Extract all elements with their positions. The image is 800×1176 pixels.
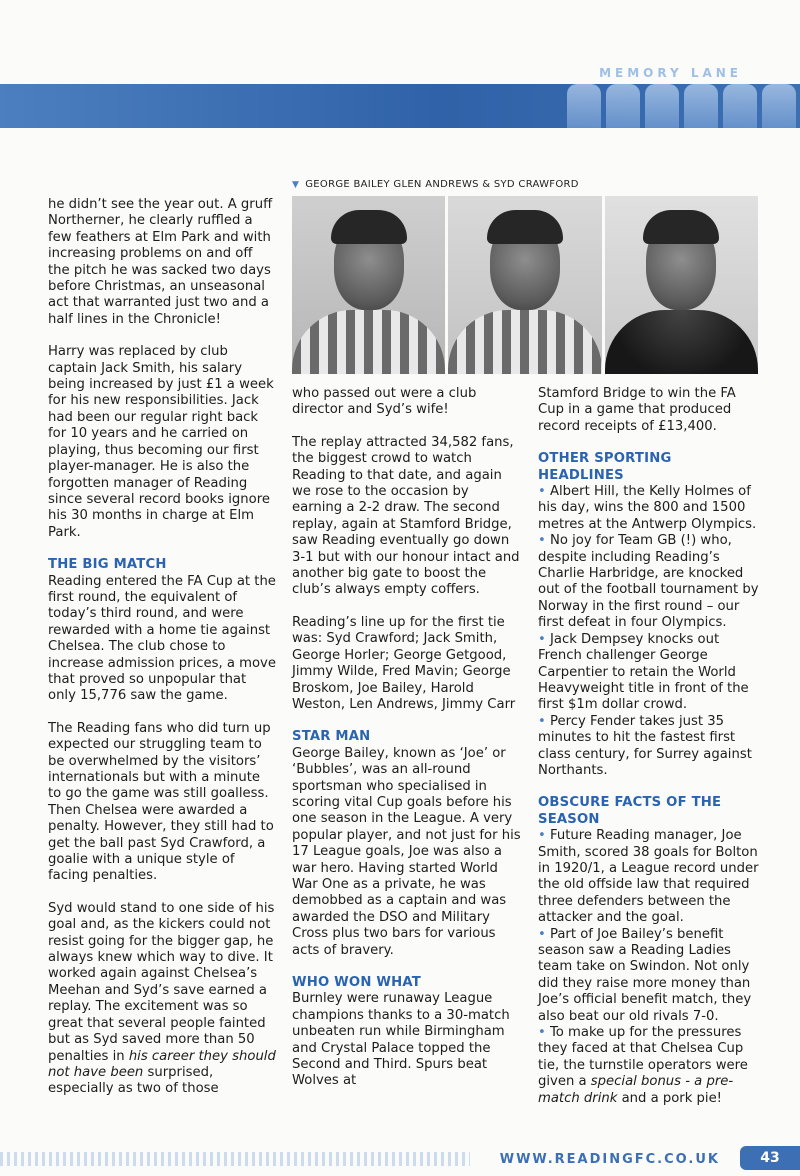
bullet-item: • Percy Fender takes just 35 minutes to hit the fastest first class century, for Surrey against Northants. [538, 714, 760, 780]
paragraph: The Reading fans who did turn up expected our struggling team to be overwhelmed by the visitors’ internationals but with a minute to go the game was still goalless. Then Chelsea were awarded a penalty. However, they still had to get the ball past Syd Crawford, a goalie with a unique style of facing penalties. [48, 720, 274, 884]
bullet-item: • Albert Hill, the Kelly Holmes of his day, wins the 800 and 1500 metres at the Antwerp Olympics. [538, 484, 760, 533]
photo-strip [292, 196, 758, 374]
article-column-2 [292, 386, 522, 1106]
footer-url: WWW.READINGFC.CO.UK [499, 1152, 720, 1167]
footer-dot-strip [0, 1152, 470, 1166]
paragraph: The replay attracted 34,582 fans, the biggest crowd to watch Reading to that date, and again we rose to the occasion by earning a 2-2 draw. The second replay, again at Stamford Bridge, saw Reading eventually go down 3-1 but with our honour intact and another big gate to boost the club’s always empty coffers. [292, 434, 520, 598]
article-column-1 [48, 197, 276, 1114]
heading-who-won-what: WHO WON WHAT [292, 975, 421, 990]
italic-text: his career they should not have been [48, 1048, 276, 1080]
player-portrait-1 [292, 196, 445, 374]
text: surprised, especially as two of those [48, 1064, 219, 1097]
section-title: MEMORY LANE [599, 66, 742, 80]
bullet-item: • Jack Dempsey knocks out French challenger George Carpentier to retain the World Heavyweight title in front of the first $1m dollar crowd. [538, 632, 760, 714]
heading-other-sporting-headlines: OTHER SPORTING HEADLINES [538, 451, 672, 483]
caption-arrow-icon: ▼ [292, 180, 300, 190]
bullet-item: • Part of Joe Bailey’s benefit season saw a Reading Ladies team take on Swindon. Not only did they raise more money than Joe’s official benefit match, they also beat our old rivals 7-0. [538, 927, 760, 1025]
player-portrait-3 [605, 196, 758, 374]
article-column-3 [538, 386, 760, 1107]
italic-text: special bonus - a pre-match drink [538, 1074, 734, 1106]
paragraph: Harry was replaced by club captain Jack Smith, his salary being increased by just £1 a week for his new responsibilities. Jack had been our regular right back for 10 years and he carried on playing, thus becoming our first player-manager. He is also the forgotten manager of Reading since several record books ignore his 30 months in charge at Elm Park. [48, 344, 274, 540]
caption-text: GEORGE BAILEY GLEN ANDREWS & SYD CRAWFORD [305, 179, 579, 190]
paragraph: Reading entered the FA Cup at the first round, the equivalent of today’s third round, and were rewarded with a home tie against Chelsea. The club chose to increase admission prices, a move that proved so unpopular that only 15,776 saw the game. [48, 573, 276, 704]
paragraph: Reading’s line up for the first tie was: Syd Crawford; Jack Smith, George Horler; George Getgood, Jimmy Wilde, Fred Mavin; George Broskom, Joe Bailey, Harold Weston, Len Andrews, Jimmy Carr [292, 614, 516, 712]
page-number: 43 [740, 1146, 800, 1170]
heading-big-match: THE BIG MATCH [48, 557, 167, 573]
header-band-stripes [560, 84, 800, 128]
bullet-item: • No joy for Team GB (!) who, despite including Reading’s Charlie Harbridge, are knocked out of the football tournament by Norway in the first round – our first defeat in four Olympics. [538, 533, 760, 631]
paragraph [48, 901, 276, 1098]
bullet-item: • Future Reading manager, Joe Smith, scored 38 goals for Bolton in 1920/1, a League record under the old offside law that required three defenders between the attacker and the goal. [538, 828, 760, 926]
paragraph: he didn’t see the year out. A gruff Northerner, he clearly ruffled a few feathers at Elm Park and with increasing problems on and off the pitch he was sacked two days before Christmas, an unseasonal act that warranted just two and a half lines in the Chronicle! [48, 197, 273, 327]
heading-star-man: STAR MAN [292, 729, 371, 745]
paragraph: Burnley were runaway League champions thanks to a 30-match unbeaten run while Birmingham and Crystal Palace topped the Second and Third. Spurs beat Wolves at [292, 991, 510, 1089]
heading-obscure-facts: OBSCURE FACTS OF THE SEASON [538, 795, 722, 827]
paragraph: Stamford Bridge to win the FA Cup in a game that produced record receipts of £13,400. [538, 386, 736, 434]
text: Syd would stand to one side of his goal and, as the kickers could not resist going for the bigger gap, he always knew which way to dive. It worked again against Chelsea’s Meehan and Syd’s save earned a replay. The excitement was so great that several people fainted but as Syd saved more than 50 penalties in [48, 900, 275, 1064]
bullet-item [538, 1025, 760, 1107]
player-portrait-2 [448, 196, 601, 374]
photo-caption [292, 179, 579, 190]
text: To make up for the pressures they faced at that Chelsea Cup tie, the turnstile operators were given a [538, 1025, 748, 1090]
paragraph: who passed out were a club director and Syd’s wife! [292, 386, 477, 418]
text: and a pork pie! [621, 1090, 722, 1106]
paragraph: George Bailey, known as ‘Joe’ or ‘Bubbles’, was an all-round sportsman who specialised in scoring vital Cup goals before his one season in the League. A very popular player, and not just for his 17 League goals, Joe was also a war hero. Having started World War One as a private, he was demobbed as a captain and was awarded the DSO and Military Cross plus two bars for various acts of bravery. [292, 745, 521, 958]
